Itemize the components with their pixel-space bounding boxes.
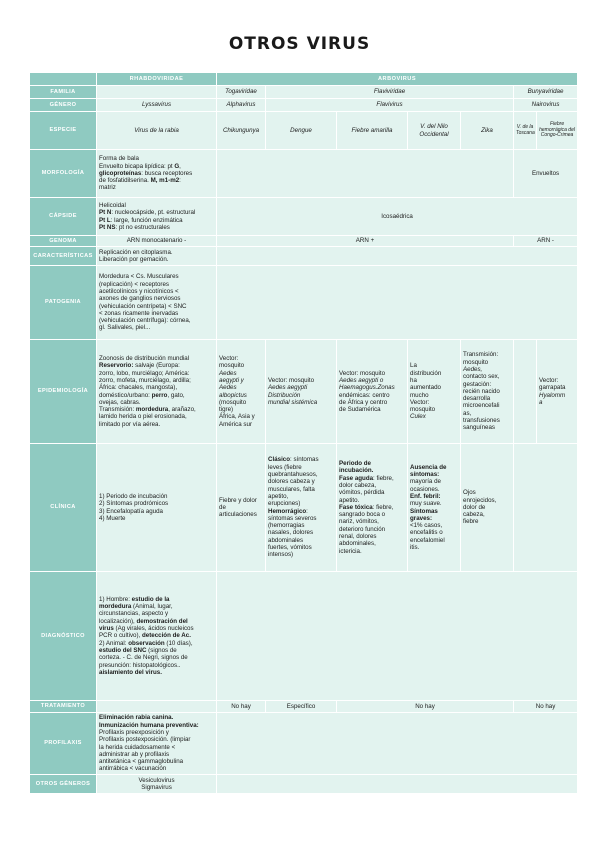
diag-text: (Ag virales, ácidos nucleicos [113, 625, 194, 633]
clinica-fiebre-line: nariz, vómitos, [339, 518, 379, 526]
tratamiento-chikungunya: No hay [217, 701, 266, 713]
clinica-dengue-line: intensos) [268, 551, 294, 559]
header-empty [30, 73, 97, 86]
morfologia-rhabdo [97, 150, 217, 198]
capside-text: : pt no estructurales [115, 223, 170, 231]
diag-text: (10 días), [164, 639, 193, 647]
epi-nilo-line: mosquito [410, 406, 436, 414]
clinica-zika-line: Ojos [463, 489, 476, 497]
clinica-fiebre-line: apetito. [339, 496, 360, 504]
clinica-dengue-line: abdominales [268, 536, 304, 544]
clinica-zika-line: enrojecidos, [463, 496, 497, 504]
header-rhabdoviridae: RHABDOVIRIDAE [97, 73, 217, 86]
epi-zika-line: gestación: [463, 380, 492, 388]
morfologia-text: : [179, 177, 181, 185]
diag-bold: virus [99, 625, 114, 633]
morfologia-line: Forma de bala [99, 155, 139, 163]
epidemiologia-crimea [537, 340, 578, 444]
virus-table [29, 72, 578, 794]
epi-zika-line: mosquito [463, 358, 489, 366]
familia-rhabdo [97, 86, 217, 99]
epi-rabia-bold: Reservorio: [99, 362, 134, 370]
diag-text: PCR o cultivo), [99, 632, 142, 640]
epi-nilo-line: Culex [410, 413, 426, 421]
clinica-dengue-line: fuertes, vómitos [268, 544, 312, 552]
profilaxis-line: Eliminación rabia canina. [99, 714, 174, 722]
epidemiologia-rabia [97, 340, 217, 444]
morfologia-bold: M, m1-m2 [150, 177, 180, 185]
epi-zika-line: as, [463, 409, 472, 417]
clinica-fiebre-line: deterioro función [339, 525, 386, 533]
patogenia-line: Mordedura < Cs. Musculares [99, 273, 179, 281]
genero-toga: Alphavirus [217, 99, 266, 112]
clinica-fiebre-line: vómitos, pérdida [339, 489, 385, 497]
row-label-genero: GÉNERO [30, 99, 97, 112]
clinica-zika-line: cabeza, [463, 511, 485, 519]
epi-chik-line: Vector: [219, 354, 239, 362]
profilaxis-line: Profilaxis preexposición y [99, 728, 169, 736]
clinica-dengue-line: dolores cabeza y [268, 478, 315, 486]
epi-fiebre-line: de Sudamérica [339, 406, 381, 414]
epidemiologia-fiebre-amarilla [337, 340, 408, 444]
clinica-fiebre-amarilla [337, 444, 408, 572]
clinica-dengue-line: quebrantahuesos, [268, 470, 318, 478]
epi-chik-line: albopictus [219, 391, 247, 399]
epi-zika-line: transfusiones [463, 417, 500, 425]
epi-fiebre-line: de África y centro [339, 398, 388, 406]
clinica-dengue [266, 444, 337, 572]
clinica-nilo-line: encefalomiel [410, 536, 445, 544]
clinica-nilo-line: ocasiones. [410, 485, 440, 493]
profilaxis-line: antirrábica < vacunación [99, 765, 167, 773]
epi-dengue-line: Distribución [268, 391, 301, 399]
especie-chikungunya: Chikungunya [217, 112, 266, 150]
profilaxis-arbo-empty [217, 713, 578, 775]
capside-rhabdo [97, 198, 217, 236]
patogenia-line: acetilcolínicos y nicotínicos < [99, 287, 179, 295]
clinica-fiebre-line: abdominales, [339, 540, 376, 548]
row-label-capside: CÁPSIDE [30, 198, 97, 236]
especie-rabia: Virus de la rabia [97, 112, 217, 150]
epi-rabia-line: ovejas, cabras. [99, 398, 141, 406]
clinica-nilo-line: síntomas: [410, 470, 440, 478]
caracteristicas-rhabdo [97, 247, 217, 266]
familia-flavi: Flaviviridae [266, 86, 514, 99]
epidemiologia-zika [461, 340, 514, 444]
diag-bold: estudio del SNC [99, 646, 147, 654]
diag-text: localización), [99, 617, 137, 625]
patogenia-line: (vehiculación centrífuga): córnea, [99, 317, 191, 325]
diag-line: corteza. - C. de Negri, signos de [99, 654, 188, 662]
clinica-dengue-text: : síntomas [290, 456, 319, 464]
clinica-nilo-line: mayoría de [410, 478, 441, 486]
epi-dengue-line: Aedes aegypti [268, 384, 308, 392]
diagnostico-arbo-empty [217, 572, 578, 701]
clinica-rabia [97, 444, 217, 572]
row-label-epidemiologia: EPIDEMIOLOGÍA [30, 340, 97, 444]
clinica-dengue-bold: Hemorrágico [268, 507, 307, 515]
row-label-tratamiento: TRATAMIENTO [30, 701, 97, 713]
epi-chik-line: África, Asia y [219, 413, 255, 421]
genero-bunya: Nairovirus [514, 99, 578, 112]
epi-rabia-bold: mordedura [135, 406, 169, 414]
clinica-fiebre-text: : fiebre, [373, 474, 394, 482]
epi-zika-line: microencefali [463, 402, 500, 410]
diag-line: presunción: histopatológicos.. [99, 661, 181, 669]
diagnostico-rabia [97, 572, 217, 701]
patogenia-line: axones de ganglios nerviosos [99, 295, 181, 303]
especie-dengue: Dengue [266, 112, 337, 150]
diag-bold: observación [128, 639, 165, 647]
epi-rabia-bold: perro [151, 391, 168, 399]
genoma-bunya: ARN - [514, 236, 578, 247]
epi-crimea-line: Vector: [539, 376, 559, 384]
capside-bold: Pt NS [99, 223, 116, 231]
clinica-fiebre-bold: Fase aguda [339, 474, 374, 482]
clinica-zika-line: fiebre [463, 518, 479, 526]
header-arbovirus: ARBOVIRUS [217, 73, 578, 86]
morfologia-text: , [179, 162, 181, 170]
row-label-genoma: GENOMA [30, 236, 97, 247]
especie-toscana: V. de la Toscana [514, 112, 537, 150]
clinica-fiebre-line: dolor cabeza, [339, 481, 377, 489]
capside-bold: Pt L [99, 216, 111, 224]
familia-toga: Togaviridae [217, 86, 266, 99]
clinica-nilo-line: muy suave. [410, 500, 442, 508]
epi-dengue-line: Vector: mosquito [268, 376, 315, 384]
diag-text: (signos de [146, 646, 177, 654]
epi-rabia-line: zorro, mofeta, murciélago, ardilla; [99, 376, 191, 384]
morfologia-bold: glicoproteínas [99, 169, 142, 177]
epi-chik-line: América sur [219, 420, 253, 428]
epi-rabia-line: Zoonosis de distribución mundial [99, 354, 190, 362]
clinica-zika [461, 444, 514, 572]
epi-fiebre-line: endémicas: centro [339, 391, 390, 399]
profilaxis-line: antitetánica < gammaglobulina [99, 758, 184, 766]
diag-bold: estudio de la [131, 595, 170, 603]
patogenia-line: (replicación) < receptores [99, 280, 169, 288]
clinica-bunya-empty [514, 444, 578, 572]
clinica-nilo-line: Enf. febril: [410, 492, 441, 500]
tratamiento-dengue: Específico [266, 701, 337, 713]
tratamiento-rabia-empty [97, 701, 217, 713]
epi-chik-line: Aedes [219, 369, 237, 377]
row-label-especie: ESPECIE [30, 112, 97, 150]
epi-fiebre-line: Vector: mosquito [339, 369, 386, 377]
especie-zika: Zika [461, 112, 514, 150]
epi-zika-line: sanguíneas [463, 424, 495, 432]
capside-text: : large, función enzimática [110, 216, 183, 224]
diag-line: circunstancias, aspecto y [99, 610, 169, 618]
epi-rabia-line: África: chacales, mangosta), [99, 384, 178, 392]
profilaxis-rabia [97, 713, 217, 775]
morfologia-text: : busca receptores [141, 169, 193, 177]
especie-nilo: V. del Nilo Occidental [408, 112, 461, 150]
clinica-chik-line: de [219, 503, 226, 511]
epi-nilo-line: La [410, 362, 417, 370]
diag-line: aislamiento del virus. [99, 668, 162, 676]
clinica-dengue-line: apetito, [268, 492, 289, 500]
clinica-chik-line: articulaciones [219, 511, 257, 519]
clinica-fiebre-line: incubación. [339, 467, 374, 475]
epi-zika-line: Aedes, [463, 365, 483, 373]
epi-chik-line: tigre) [219, 406, 234, 414]
morfologia-text: de fosfatidilserina. [99, 177, 151, 185]
clinica-dengue-text: : [306, 507, 308, 515]
epidemiologia-dengue [266, 340, 337, 444]
epi-rabia-text: Transmisión: [99, 406, 136, 414]
epi-rabia-text: , gato, [167, 391, 185, 399]
epi-zika-line: recién nacido [463, 387, 500, 395]
epi-zika-line: desarrolla [463, 395, 491, 403]
row-label-patogenia: PATOGENIA [30, 266, 97, 340]
clinica-nilo-line: Ausencia de [410, 463, 447, 471]
epi-chik-line: Aedes [219, 384, 237, 392]
especie-fiebre-amarilla: Fiebre amarilla [337, 112, 408, 150]
epi-zika-line: contacto sex, [463, 373, 500, 381]
morfologia-line: matriz [99, 184, 116, 192]
epi-nilo-line: mucho [410, 391, 429, 399]
clinica-dengue-line: leves (fiebre [268, 463, 302, 471]
row-label-clinica: CLÍNICA [30, 444, 97, 572]
morfologia-bunya: Envueltos [514, 150, 578, 198]
row-label-caracteristicas: CARACTERÍSTICAS [30, 247, 97, 266]
clinica-rabia-line: 2) Síntomas prodrómicos [99, 500, 169, 508]
caracteristicas-line: Liberación por gemación. [99, 256, 169, 263]
clinica-fiebre-line: Periodo de [339, 459, 371, 467]
epidemiologia-nilo [408, 340, 461, 444]
patogenia-line: (vehiculación centrípeta) < SNC [99, 302, 187, 310]
row-label-otros-generos: OTROS GÉNEROS [30, 775, 97, 794]
epi-rabia-text: , arañazo, [168, 406, 196, 414]
otros-generos-line: Sigmavirus [141, 784, 172, 791]
otros-generos-arbo-empty [217, 775, 578, 794]
page-title: OTROS VIRUS [228, 34, 371, 54]
epi-chik-line: mosquito [219, 362, 245, 370]
epi-zika-line: Transmisión: [463, 351, 499, 359]
profilaxis-line: Profilaxis postexposición. (limpiar [99, 736, 191, 744]
clinica-fiebre-line: renal, dolores [339, 533, 377, 541]
clinica-dengue-line: erupciones) [268, 500, 301, 508]
clinica-nilo-line: Síntomas [410, 507, 438, 515]
profilaxis-line: administrar ab y profilaxis [99, 750, 170, 758]
clinica-dengue-line: nasales, dolores [268, 529, 314, 537]
tratamiento-bunya: No hay [514, 701, 578, 713]
epi-fiebre-line: Haemagogus.Zonas [339, 384, 395, 392]
clinica-nilo-line: <1% casos, [410, 522, 443, 530]
row-label-profilaxis: PROFILAXIS [30, 713, 97, 775]
morfologia-text: Envuelto bicapa lipídica: pt [99, 162, 175, 170]
clinica-nilo-line: itis. [410, 544, 420, 552]
row-label-familia: FAMILIA [30, 86, 97, 99]
profilaxis-line: Inmunización humana preventiva: [99, 721, 199, 729]
tratamiento-flavi: No hay [337, 701, 514, 713]
clinica-rabia-line: 1) Periodo de incubación [99, 492, 168, 500]
patogenia-arbo-empty [217, 266, 578, 340]
diag-text: 2) Animal: [99, 639, 129, 647]
morfologia-arbo-empty [217, 150, 514, 198]
genero-flavi: Flavivirus [266, 99, 514, 112]
epidemiologia-toscana-empty [514, 340, 537, 444]
epidemiologia-chikungunya [217, 340, 266, 444]
epi-rabia-line: zorro, lobo, murciélago; América: [99, 369, 190, 377]
otros-generos-rhabdo [97, 775, 217, 794]
clinica-dengue-line: síntomas severos [268, 514, 317, 522]
epi-chik-line: aegypti y [219, 376, 244, 384]
clinica-nilo-line: graves: [410, 514, 433, 522]
capside-line: Helicoidal [99, 201, 126, 209]
row-label-diagnostico: DIAGNÓSTICO [30, 572, 97, 701]
clinica-dengue-bold: Clásico [268, 456, 291, 464]
epi-dengue-line: mundial sistémica [268, 398, 318, 406]
epi-crimea-line: Hyalomm [539, 391, 566, 399]
patogenia-rhabdo [97, 266, 217, 340]
diag-bold: mordedura [99, 603, 132, 611]
epi-chik-line: (mosquito [219, 398, 247, 406]
epi-rabia-line: limitado por vía aérea. [99, 420, 161, 428]
diag-bold: demostración del [136, 617, 188, 625]
patogenia-line: < zonas ricamente inervadas [99, 309, 179, 317]
genero-rhabdo: Lyssavirus [97, 99, 217, 112]
genoma-rhabdo: ARN monocatenario - [97, 236, 217, 247]
clinica-fiebre-text: : fiebre, [372, 503, 394, 511]
clinica-dengue-line: musculares, falta [268, 485, 315, 493]
clinica-nilo [408, 444, 461, 572]
morfologia-bold: G [174, 162, 180, 170]
epi-nilo-line: ha [410, 376, 417, 384]
clinica-chikungunya [217, 444, 266, 572]
clinica-rabia-line: 3) Encefalopatía aguda [99, 507, 163, 515]
otros-generos-line: Vesiculovirus [138, 776, 175, 784]
clinica-fiebre-bold: Fase tóxica [339, 503, 373, 511]
profilaxis-line: la herida cuidadosamente < [99, 743, 176, 751]
especie-crimea: Fiebre hemorrágica del Congo-Crimea [537, 112, 578, 150]
epi-nilo-line: Vector: [410, 398, 430, 406]
epi-fiebre-line: Aedes aegypti o [339, 376, 384, 384]
clinica-chik-line: Fiebre y dolor [219, 496, 257, 504]
epi-nilo-line: aumentado [410, 384, 441, 392]
caracteristicas-arbo-empty [217, 247, 578, 266]
epi-crimea-line: a [539, 398, 543, 406]
patogenia-line: gl. Salivales, piel... [99, 324, 151, 332]
epi-nilo-line: distribución [410, 369, 442, 377]
capside-text: : nucleocápside, pt. estructural [111, 209, 196, 217]
clinica-nilo-line: encefalitis o [410, 529, 443, 537]
capside-bold: Pt N [99, 209, 112, 217]
clinica-fiebre-line: sangrado boca o [339, 511, 386, 519]
clinica-fiebre-line: ictericia. [339, 547, 362, 555]
row-label-morfologia: MORFOLOGÍA [30, 150, 97, 198]
clinica-rabia-line: 4) Muerte [99, 514, 126, 522]
diag-text: 1) Hombre: [99, 595, 132, 603]
caracteristicas-line: Replicación en citoplasma. [99, 248, 173, 256]
capside-arbo: Icosaédrica [217, 198, 578, 236]
epi-rabia-text: doméstico/urbano: [99, 391, 152, 399]
clinica-zika-line: dolor de [463, 503, 486, 511]
clinica-dengue-line: (hemorragias [268, 522, 305, 530]
genoma-arbo: ARN + [217, 236, 514, 247]
epi-rabia-text: salvaje (Europa: [133, 362, 180, 370]
epi-crimea-line: garrapata [539, 384, 566, 392]
diag-bold: detección de Ac. [141, 632, 191, 640]
familia-bunya: Bunyaviridae [514, 86, 578, 99]
epi-rabia-line: lamido herida o piel erosionada, [99, 413, 187, 421]
diag-text: (Animal, lugar, [131, 603, 173, 611]
